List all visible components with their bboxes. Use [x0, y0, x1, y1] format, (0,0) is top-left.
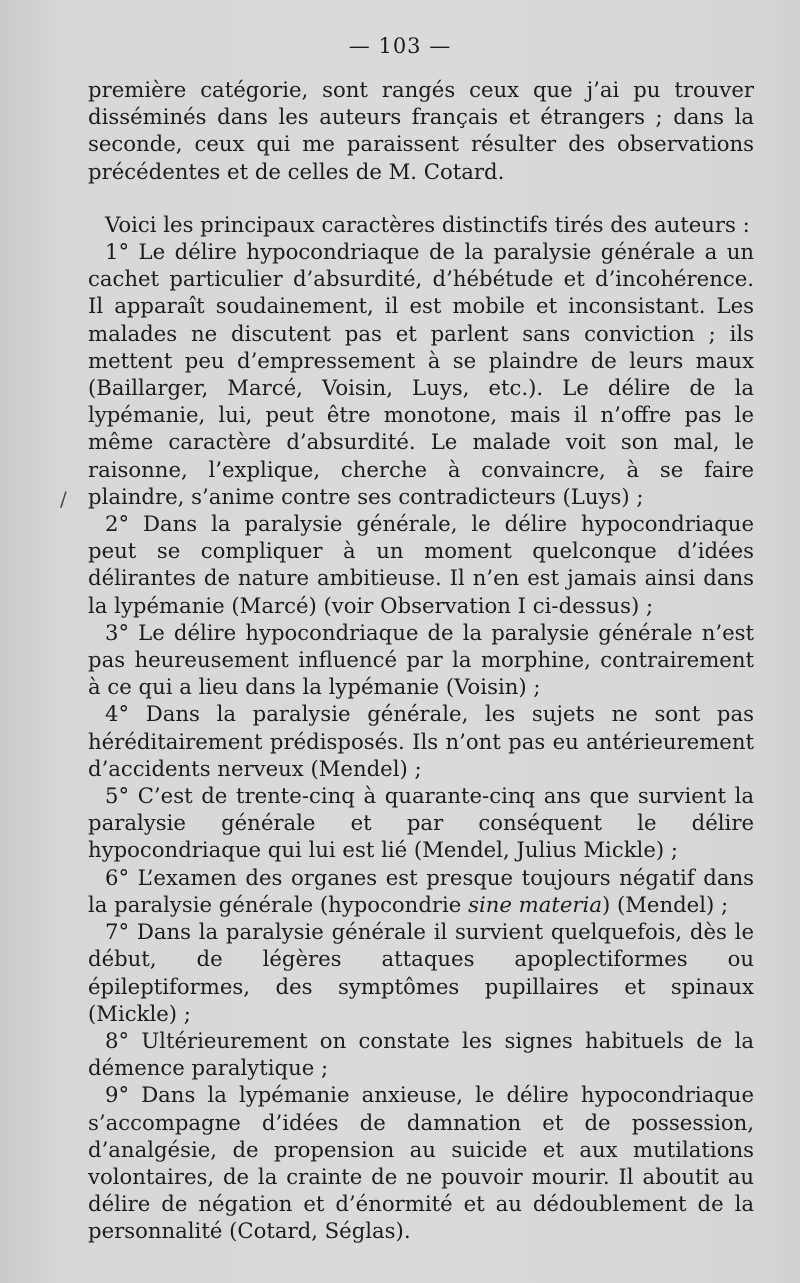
paragraph-intro: Voici les principaux caractères distinctifs tirés des auteurs :	[105, 211, 750, 237]
margin-pencil-mark: /	[60, 487, 67, 511]
list-item-6-italic: sine materia	[468, 891, 602, 917]
list-item-7: 7° Dans la paralysie générale il survient quelquefois, dès le début, de légères attaques apoplectiformes ou épileptiformes, des symptômes pupillaires et spinaux (Mickle) ;	[88, 919, 754, 1026]
list-item-8: 8° Ultérieurement on constate les signes habituels de la démence paralytique ;	[88, 1027, 754, 1081]
page-body	[88, 76, 754, 1245]
list-item-3: 3° Le délire hypocondriaque de la paralysie générale n’est pas heureusement influencé par la morphine, contrairement à ce qui a lieu dans la lypémanie (Voisin) ;	[88, 619, 754, 700]
list-item-5: 5° C’est de trente-cinq à quarante-cinq ans que survient la paralysie générale et par conséquent le délire hypocondriaque qui lui est lié (Mendel, Julius Mickle) ;	[88, 783, 754, 863]
list-item-4: 4° Dans la paralysie générale, les sujets ne sont pas héréditairement prédisposés. Ils n’ont pas eu antérieurement d’accidents nerveux (Mendel) ;	[88, 701, 754, 781]
page-number: — 103 —	[348, 34, 452, 58]
paragraph-continuation: première catégorie, sont rangés ceux que j’ai pu trouver disséminés dans les auteurs français et étrangers ; dans la seconde, ceux qui me paraissent résulter des observations précédentes et de celles de M. Cotard.	[88, 77, 754, 184]
list-item-9: 9° Dans la lypémanie anxieuse, le délire hypocondriaque s’accompagne d’idées de damnation et de possession, d’analgésie, de propension au suicide et aux mutilations volontaires, de la crainte de ne pouvoir mourir. Il aboutit au délire de négation et d’énormité et au dédoublement de la personnalité (Cotard, Séglas).	[88, 1082, 754, 1244]
list-item-6-text: 6° L’examen des organes est presque toujours négatif dans la paralysie générale (hypocondrie	[88, 864, 754, 917]
list-item-6-tail: ) (Mendel) ;	[601, 891, 729, 917]
list-item-6	[88, 864, 754, 918]
list-item-2: 2° Dans la paralysie générale, le délire hypocondriaque peut se compliquer à un moment quelconque d’idées délirantes de nature ambitieuse. Il n’en est jamais ainsi dans la lypémanie (Marcé) (voir Observation I ci-dessus) ;	[88, 511, 754, 618]
list-item-1: 1° Le délire hypocondriaque de la paralysie générale a un cachet particulier d’absurdité, d’hébétude et d’incohérence. Il apparaît soudainement, il est mobile et inconsistant. Les malades ne discutent pas et parlent sans conviction ; ils mettent peu d’empressement à se plaindre de leurs maux (Baillarger, Marcé, Voisin, Luys, etc.). Le délire de la lypémanie, lui, peut être monotone, mais il n’offre pas le même caractère d’absurdité. Le malade voit son mal, le raisonne, l’explique, cherche à convaincre, à se faire plaindre, s’anime contre ses contradicteurs (Luys) ;	[88, 239, 754, 509]
